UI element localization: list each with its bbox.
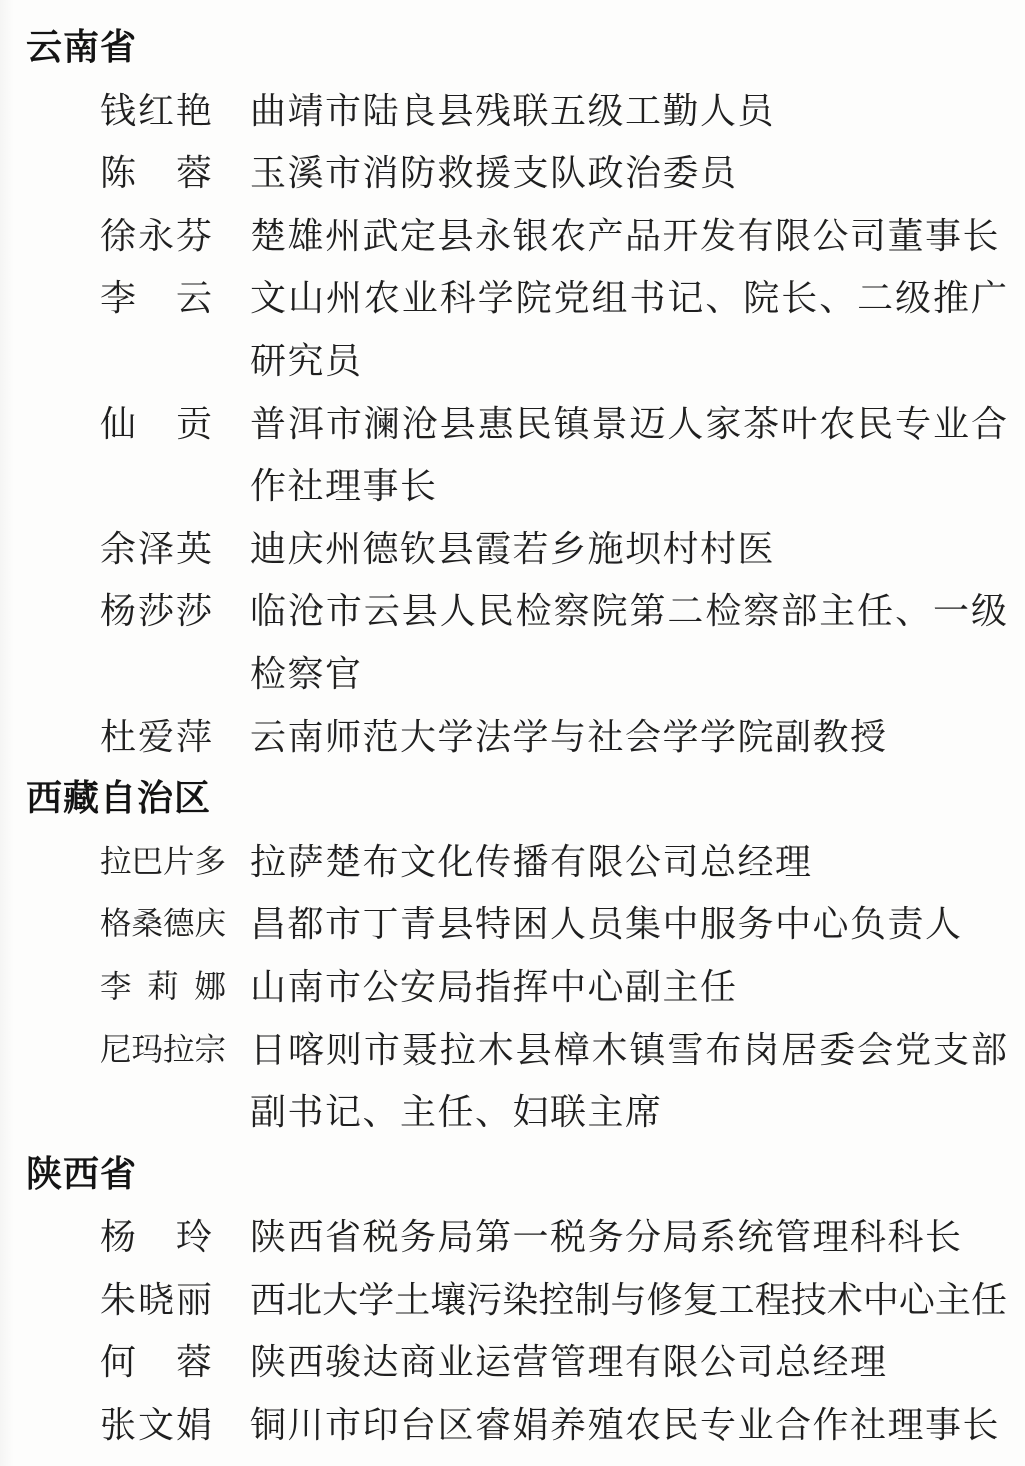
person-name: 拉巴片多 [100, 843, 227, 879]
honoree-row [0, 518, 1025, 581]
title-line: 山南市公安局指挥中心副主任 [250, 966, 738, 1007]
title-line: 研究员 [250, 340, 363, 381]
province-entries [0, 831, 1025, 1144]
person-title [250, 518, 1007, 581]
person-title [250, 142, 1007, 205]
honoree-row [0, 1019, 1025, 1144]
person-title [250, 831, 1007, 894]
title-line: 拉萨楚布文化传播有限公司总经理 [250, 841, 813, 882]
person-name: 杨莎莎 [100, 591, 212, 632]
person-name: 张文娟 [100, 1405, 212, 1446]
province-entries [0, 1206, 1025, 1456]
person-title [250, 393, 1007, 518]
title-line: 日喀则市聂拉木县樟木镇雪布岗居委会党支部 [250, 1029, 1007, 1070]
person-name: 陈蓉 [100, 153, 212, 194]
title-line: 作社理事长 [250, 466, 438, 507]
person-title [250, 80, 1007, 143]
honoree-row [0, 1394, 1025, 1457]
person-name: 杨玲 [100, 1217, 212, 1258]
honoree-row [0, 1269, 1025, 1332]
title-line: 文山州农业科学院党组书记、院长、二级推广 [250, 278, 1007, 319]
province-header: 陕西省 [26, 1153, 138, 1195]
person-title [250, 1269, 1007, 1332]
person-title [250, 1331, 1007, 1394]
title-line: 副书记、主任、妇联主席 [250, 1092, 663, 1133]
person-title [250, 893, 1007, 956]
person-name: 钱红艳 [100, 90, 212, 131]
title-line: 陕西省税务局第一税务分局系统管理科科长 [250, 1217, 963, 1258]
honoree-row [0, 80, 1025, 143]
person-name: 李莉娜 [100, 968, 226, 1004]
person-title [250, 1019, 1007, 1144]
title-line: 普洱市澜沧县惠民镇景迈人家茶叶农民专业合 [250, 403, 1007, 444]
honoree-row [0, 142, 1025, 205]
title-line: 迪庆州德钦县霞若乡施坝村村医 [250, 528, 776, 569]
honoree-row [0, 393, 1025, 518]
person-title [250, 267, 1007, 392]
honoree-row [0, 267, 1025, 392]
title-line: 曲靖市陆良县残联五级工勤人员 [250, 90, 776, 131]
province-header: 西藏自治区 [26, 778, 212, 820]
person-name: 格桑德庆 [100, 906, 227, 942]
title-line: 临沧市云县人民检察院第二检察部主任、一级 [250, 591, 1007, 632]
person-title [250, 706, 1007, 769]
title-line: 检察官 [250, 653, 363, 694]
person-name: 李云 [100, 278, 212, 319]
honoree-row [0, 580, 1025, 705]
person-name: 何蓉 [100, 1342, 212, 1383]
honoree-row [0, 956, 1025, 1019]
person-name: 余泽英 [100, 528, 212, 569]
province-entries [0, 80, 1025, 769]
person-name: 徐永芬 [100, 215, 212, 256]
title-line: 玉溪市消防救援支队政治委员 [250, 153, 738, 194]
honoree-row [0, 706, 1025, 769]
honoree-row [0, 1331, 1025, 1394]
person-name: 仙贡 [100, 403, 212, 444]
honoree-row [0, 893, 1025, 956]
title-line: 陕西骏达商业运营管理有限公司总经理 [250, 1342, 888, 1383]
title-line: 西北大学土壤污染控制与修复工程技术中心主任 [250, 1279, 1007, 1320]
province-section [0, 768, 1025, 1144]
title-line: 铜川市印台区睿娟养殖农民专业合作社理事长 [250, 1405, 1001, 1446]
person-title [250, 205, 1007, 268]
person-name: 尼玛拉宗 [100, 1031, 227, 1067]
province-header: 云南省 [26, 27, 138, 68]
honoree-row [0, 1206, 1025, 1269]
person-title [250, 1394, 1007, 1457]
province-section [0, 1144, 1025, 1457]
honoree-row [0, 205, 1025, 268]
title-line: 云南师范大学法学与社会学学院副教授 [250, 716, 888, 757]
person-title [250, 580, 1007, 705]
title-line: 楚雄州武定县永银农产品开发有限公司董事长 [250, 215, 1001, 256]
honoree-list [0, 17, 1025, 1457]
person-name: 杜爱萍 [100, 716, 212, 757]
title-line: 昌都市丁青县特困人员集中服务中心负责人 [250, 904, 963, 945]
province-section [0, 17, 1025, 768]
honoree-row [0, 831, 1025, 894]
person-name: 朱晓丽 [100, 1279, 212, 1320]
person-title [250, 1206, 1007, 1269]
person-title [250, 956, 1007, 1019]
